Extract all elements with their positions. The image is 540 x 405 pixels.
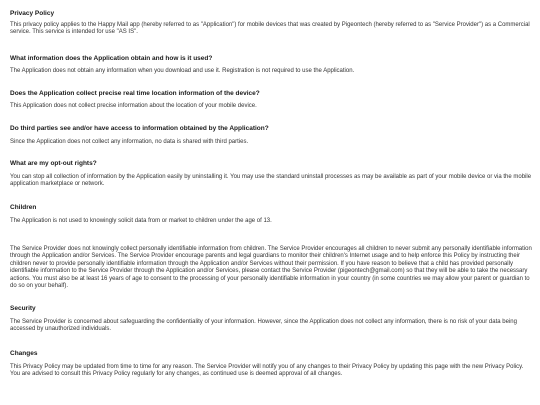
section-paragraph-third-parties: Since the Application does not collect any information, no data is shared with third parties. xyxy=(10,139,249,145)
section-heading-opt-out: What are my opt-out rights? xyxy=(10,160,97,167)
section-paragraph-information-use: The Application does not obtain any information when you download and use it. Registration is not required to use the Application. xyxy=(10,68,355,74)
section-heading-security: Security xyxy=(10,305,36,312)
section-paragraph-opt-out: You can stop all collection of information by the Application easily by uninstalling it. You may use the standard uninstall processes as may be available as part of your mobile device or via the mobile application marketplace or network. xyxy=(10,174,532,188)
section-heading-location: Does the Application collect precise real time location information of the device? xyxy=(10,90,260,97)
section-heading-third-parties: Do third parties see and/or have access to information obtained by the Application? xyxy=(10,125,269,132)
section-heading-information-use: What information does the Application obtain and how is it used? xyxy=(10,55,213,62)
section-paragraph-children-details: The Service Provider does not knowingly collect personally identifiable information from children. The Service Provider encourages all children to never submit any personally identifiable information through the Application and/or Services. The Service Provider encourage parents and legal guardians to monitor their children's Internet usage and to help enforce this Policy by instructing their children never to provide personally identifiable information through the Application and/or Services without their permission. If you have reason to believe that a child has provided personally identifiable information to the Service Provider through the Application and/or Services, please contact the Service Provider (pigeontech@gmail.com) so that they will be able to take the necessary actions. You must also be at least 16 years of age to consent to the processing of your personally identifiable information in your country (in some countries we may allow your parent or guardian to do so on your behalf). xyxy=(10,246,532,290)
section-heading-changes: Changes xyxy=(10,350,38,357)
intro-paragraph: This privacy policy applies to the Happy Mail app (hereby referred to as "Application") for mobile devices that was created by Pigeontech (hereby referred to as "Service Provider") as a Commercial service. This service is intended for use "AS IS". xyxy=(10,22,530,36)
section-paragraph-children-age: The Application is not used to knowingly solicit data from or market to children under the age of 13. xyxy=(10,218,272,224)
section-paragraph-location: This Application does not collect precise information about the location of your mobile device. xyxy=(10,103,257,109)
page-title: Privacy Policy xyxy=(10,10,55,17)
section-heading-children: Children xyxy=(10,204,37,211)
section-paragraph-changes: This Privacy Policy may be updated from time to time for any reason. The Service Provider will notify you of any changes to their Privacy Policy by updating this page with the new Privacy Policy. You are advised to consult this Privacy Policy regularly for any changes, as continued use is deemed approval of all changes. xyxy=(10,364,524,378)
section-paragraph-security: The Service Provider is concerned about safeguarding the confidentiality of your information. However, since the Application does not collect any information, there is no risk of your data being accessed by unauthorized individuals. xyxy=(10,319,517,333)
